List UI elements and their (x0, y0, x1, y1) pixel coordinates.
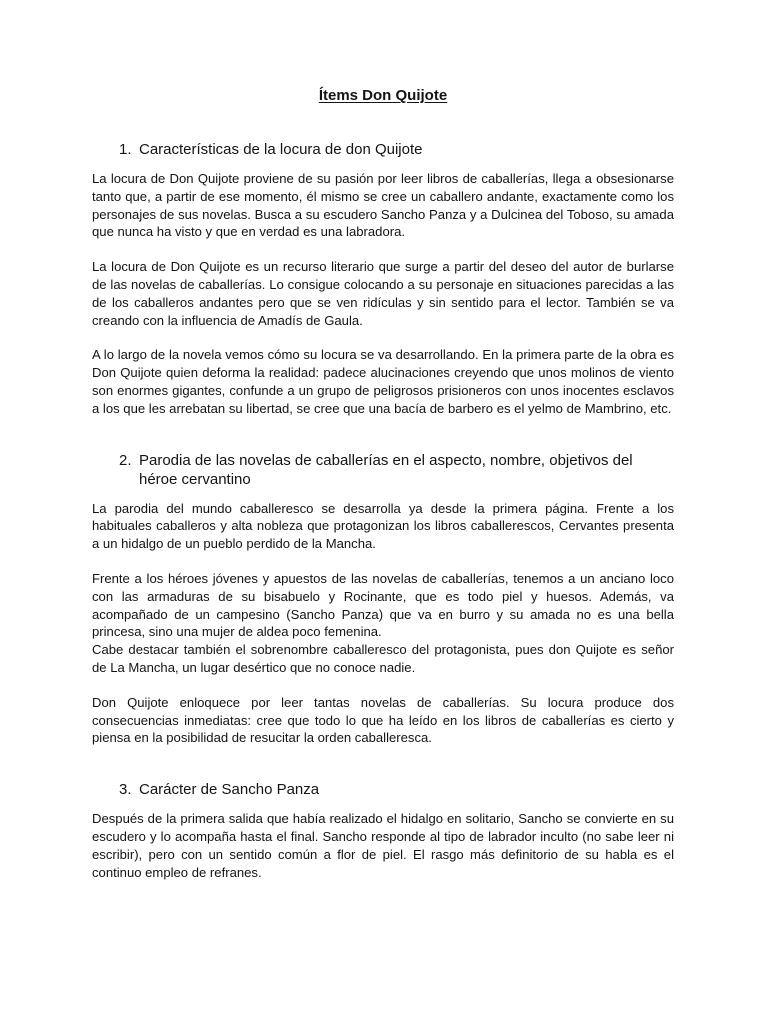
paragraph: La parodia del mundo caballeresco se desarrolla ya desde la primera página. Frente a los habituales caballeros y alta nobleza que protagonizan los libros caballerescos, Cervantes presenta a un hidalgo de un pueblo perdido de la Mancha. (92, 500, 674, 552)
paragraph: Frente a los héroes jóvenes y apuestos de las novelas de caballerías, tenemos a un anciano loco con las armaduras de su bisabuelo y Rocinante, que es todo piel y huesos. Además, va acompañado de un campesino (Sancho Panza) que va en burro y su amada no es una bella princesa, sino una mujer de aldea poco femenina. (92, 570, 674, 640)
paragraph: Don Quijote enloquece por leer tantas novelas de caballerías. Su locura produce dos consecuencias inmediatas: cree que todo lo que ha leído en los libros de caballerías es cierto y piensa en la posibilidad de resucitar la orden caballeresca. (92, 694, 674, 746)
document-title: Ítems Don Quijote (318, 87, 448, 104)
paragraph: La locura de Don Quijote es un recurso literario que surge a partir del deseo del autor de burlarse de las novelas de caballerías. Lo consigue colocando a su personaje en situaciones parecidas a las de los caballeros andantes pero que se ven ridículas y sin sentido para el lector. También se va creando con la influencia de Amadís de Gaula. (92, 259, 674, 328)
paragraph: A lo largo de la novela vemos cómo su locura se va desarrollando. En la primera parte de la obra es Don Quijote quien deforma la realidad: padece alucinaciones creyendo que unos molinos de viento son enormes gigantes, confunde a un grupo de peligrosos prisioneros con unos inocentes esclavos a los que les arrebatan su libertad, se cree que una bacía de barbero es el yelmo de Mambrino, etc. (92, 347, 674, 416)
section-number-2: 2. (119, 451, 132, 469)
paragraph: La locura de Don Quijote proviene de su pasión por leer libros de caballerías, llega a obsesionarse tanto que, a partir de ese momento, él mismo se cree un caballero andante, exactamente como los personajes de sus novelas. Busca a su escudero Sancho Panza y a Dulcinea del Toboso, su amada que nunca ha visto y que en verdad es una labradora. (92, 171, 674, 240)
section-number-1: 1. (119, 141, 132, 158)
section-title-3: Carácter de Sancho Panza (139, 781, 320, 799)
section-heading-3 (92, 780, 674, 799)
paragraph: Cabe destacar también el sobrenombre caballeresco del protagonista, pues don Quijote es señor de La Mancha, un lugar desértico que no conoce nadie. (92, 642, 674, 675)
section-heading-1 (92, 140, 674, 159)
document-page (92, 86, 674, 881)
section-title-1: Características de la locura de don Quijote (139, 141, 423, 158)
section-title-2: Parodia de las novelas de caballerías en el aspecto, nombre, objetivos del héroe cervantino (139, 451, 633, 488)
paragraph: Después de la primera salida que había realizado el hidalgo en solitario, Sancho se convierte en su escudero y lo acompaña hasta el final. Sancho responde al tipo de labrador inculto (no sabe leer ni escribir), pero con un sentido común a flor de piel. El rasgo más definitorio de su habla es el continuo empleo de refranes. (92, 811, 674, 880)
section-number-3: 3. (119, 781, 132, 799)
section-heading-2 (92, 451, 674, 489)
